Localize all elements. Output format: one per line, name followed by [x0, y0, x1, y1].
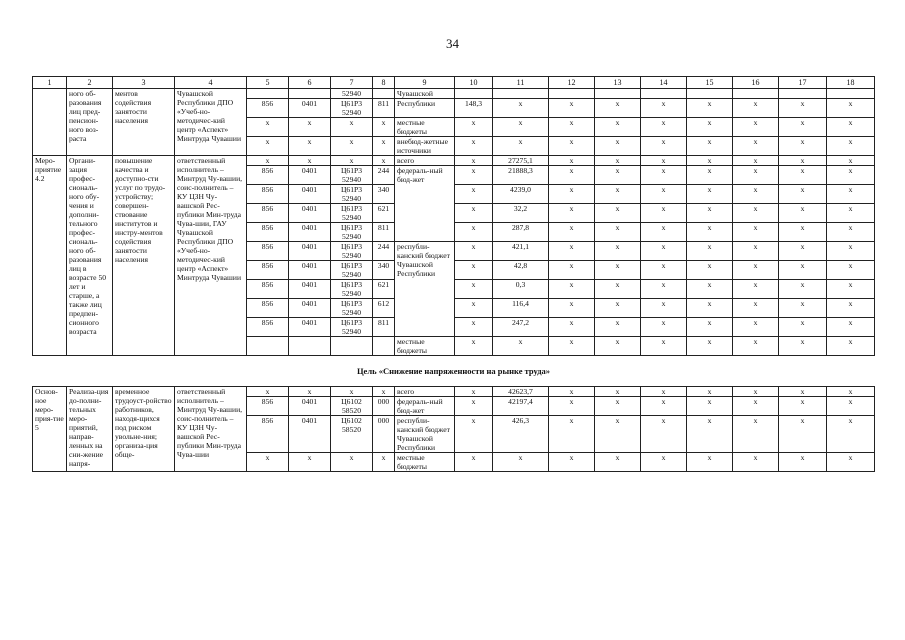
code-cell: Ц61Р3 52940 — [331, 318, 373, 337]
x-cell: x — [641, 242, 687, 261]
source-label: всего — [395, 387, 455, 397]
table-cell: 811 — [373, 223, 395, 242]
x-cell: x — [331, 453, 373, 472]
x-cell: x — [733, 223, 779, 242]
x-cell: x — [549, 299, 595, 318]
table-cell: 856 — [247, 242, 289, 261]
x-cell: x — [331, 387, 373, 397]
x-cell: x — [641, 397, 687, 416]
budget-table-container — [32, 76, 874, 472]
amount-cell: 287,8 — [493, 223, 549, 242]
table-cell: 0401 — [289, 204, 331, 223]
source-label: республи-канский бюджет Чувашской Республики — [395, 242, 455, 337]
x-cell: x — [687, 387, 733, 397]
x-cell: x — [733, 337, 779, 356]
x-cell: x — [641, 118, 687, 137]
event-number: Меро-приятие 4.2 — [33, 156, 67, 356]
table-cell: x — [455, 204, 493, 223]
col1-cell — [33, 89, 67, 156]
x-cell: x — [733, 118, 779, 137]
column-number: 6 — [289, 77, 331, 89]
x-cell: x — [289, 453, 331, 472]
x-cell: x — [641, 166, 687, 185]
x-cell: x — [733, 242, 779, 261]
x-cell: x — [687, 223, 733, 242]
table-cell: x — [455, 166, 493, 185]
x-cell: x — [779, 185, 827, 204]
column-number: 11 — [493, 77, 549, 89]
x-cell: x — [779, 299, 827, 318]
x-cell: x — [641, 99, 687, 118]
x-cell: x — [493, 99, 549, 118]
x-cell: x — [641, 337, 687, 356]
x-cell: x — [779, 387, 827, 397]
column-number: 8 — [373, 77, 395, 89]
x-cell: x — [641, 185, 687, 204]
table-cell — [827, 89, 875, 99]
x-cell: x — [595, 99, 641, 118]
table-cell: 621 — [373, 280, 395, 299]
x-cell: x — [827, 416, 875, 453]
table-row — [33, 156, 875, 166]
amount-cell: 42197,4 — [493, 397, 549, 416]
code-cell: Ц61Р3 52940 — [331, 261, 373, 280]
code-cell: Ц61Р3 52940 — [331, 223, 373, 242]
x-cell: x — [733, 387, 779, 397]
table-cell: 340 — [373, 185, 395, 204]
x-cell: x — [687, 118, 733, 137]
x-cell: x — [455, 337, 493, 356]
table-row — [33, 387, 875, 397]
x-cell: x — [733, 99, 779, 118]
x-cell: x — [827, 261, 875, 280]
table-cell: 0401 — [289, 242, 331, 261]
table-cell: x — [455, 242, 493, 261]
column-number: 17 — [779, 77, 827, 89]
x-cell: x — [687, 166, 733, 185]
x-cell: x — [641, 261, 687, 280]
table-cell: x — [455, 156, 493, 166]
x-cell: x — [779, 204, 827, 223]
x-cell: x — [779, 118, 827, 137]
amount-cell: 116,4 — [493, 299, 549, 318]
x-cell: x — [595, 204, 641, 223]
amount-cell: 426,3 — [493, 416, 549, 453]
x-cell: x — [493, 137, 549, 156]
code-cell: 52940 — [331, 89, 373, 99]
table-cell: 340 — [373, 261, 395, 280]
x-cell: x — [687, 99, 733, 118]
column-number: 9 — [395, 77, 455, 89]
table-cell: 612 — [373, 299, 395, 318]
x-cell: x — [595, 416, 641, 453]
x-cell: x — [779, 99, 827, 118]
x-cell: x — [595, 118, 641, 137]
table-row — [33, 89, 875, 99]
table-cell: 000 — [373, 416, 395, 453]
column-number: 1 — [33, 77, 67, 89]
x-cell: x — [641, 318, 687, 337]
x-cell: x — [549, 280, 595, 299]
x-cell: x — [733, 204, 779, 223]
table-cell: x — [455, 185, 493, 204]
table-cell: 856 — [247, 261, 289, 280]
x-cell: x — [687, 397, 733, 416]
x-cell: x — [641, 137, 687, 156]
amount-cell: 27275,1 — [493, 156, 549, 166]
x-cell: x — [247, 453, 289, 472]
x-cell: x — [827, 156, 875, 166]
table-cell: 856 — [247, 99, 289, 118]
x-cell: x — [687, 453, 733, 472]
source-label: местные бюджеты — [395, 118, 455, 137]
executor: Чувашской Республики ДПО «Учеб-но-методичес-кий центр «Аспект» Минтруда Чувашии — [175, 89, 247, 156]
code-cell: Ц61Р3 52940 — [331, 242, 373, 261]
source-label: федераль-ный бюд-жет — [395, 166, 455, 242]
executor: ответственный исполнитель – Минтруд Чу-вашии, соис-полнитель – КУ ЦЗН Чу-вашской Рес-публики Мин-труда Чува-шии — [175, 387, 247, 472]
code-cell: Ц61Р3 52940 — [331, 299, 373, 318]
x-cell: x — [779, 242, 827, 261]
table-cell: 0401 — [289, 416, 331, 453]
x-cell: x — [687, 137, 733, 156]
x-cell: x — [331, 118, 373, 137]
x-cell: x — [827, 280, 875, 299]
column-number: 4 — [175, 77, 247, 89]
event-name: Органи-зация профес-сиональ-ного обу-чения и дополни-тельного профес-сиональ-ного об-разования лиц в возрасте 50 лет и старше, а также лиц предпен-сионного возраста — [67, 156, 113, 356]
column-number: 14 — [641, 77, 687, 89]
table-cell: 244 — [373, 242, 395, 261]
x-cell: x — [827, 397, 875, 416]
amount-cell: 0,3 — [493, 280, 549, 299]
x-cell: x — [549, 99, 595, 118]
x-cell: x — [595, 387, 641, 397]
x-cell: x — [549, 166, 595, 185]
table-cell — [373, 89, 395, 99]
table-cell: 0401 — [289, 318, 331, 337]
x-cell: x — [595, 337, 641, 356]
x-cell: x — [549, 204, 595, 223]
table-cell: 621 — [373, 204, 395, 223]
column-number: 12 — [549, 77, 595, 89]
x-cell: x — [827, 337, 875, 356]
x-cell: x — [687, 156, 733, 166]
x-cell: x — [687, 337, 733, 356]
x-cell: x — [595, 397, 641, 416]
amount-cell: 32,2 — [493, 204, 549, 223]
x-cell: x — [641, 299, 687, 318]
x-cell: x — [733, 416, 779, 453]
column-number-row — [33, 77, 875, 89]
goal-row — [33, 356, 875, 387]
x-cell: x — [827, 99, 875, 118]
expected-result: повышение качества и доступно-сти услуг по трудо-устройству; совершен-ствование институтов и инстру-ментов содействия занятости населения — [113, 156, 175, 356]
x-cell: x — [687, 261, 733, 280]
x-cell: x — [331, 137, 373, 156]
x-cell: x — [779, 261, 827, 280]
x-cell: x — [641, 204, 687, 223]
x-cell: x — [289, 156, 331, 166]
x-cell: x — [779, 337, 827, 356]
x-cell: x — [549, 261, 595, 280]
table-cell — [289, 337, 331, 356]
x-cell: x — [289, 118, 331, 137]
source-label: всего — [395, 156, 455, 166]
x-cell: x — [687, 185, 733, 204]
code-cell: Ц6102 58520 — [331, 397, 373, 416]
x-cell: x — [595, 242, 641, 261]
table-cell: 0401 — [289, 166, 331, 185]
x-cell: x — [641, 280, 687, 299]
table-cell: 811 — [373, 99, 395, 118]
table-cell: 856 — [247, 204, 289, 223]
x-cell: x — [455, 453, 493, 472]
x-cell: x — [779, 166, 827, 185]
x-cell: x — [779, 416, 827, 453]
x-cell: x — [733, 453, 779, 472]
code-cell: Ц61Р3 52940 — [331, 280, 373, 299]
x-cell: x — [641, 416, 687, 453]
table-cell: 811 — [373, 318, 395, 337]
x-cell: x — [687, 318, 733, 337]
table-cell: 0401 — [289, 397, 331, 416]
x-cell: x — [641, 387, 687, 397]
x-cell: x — [827, 204, 875, 223]
x-cell: x — [779, 156, 827, 166]
table-cell: x — [455, 299, 493, 318]
table-cell: x — [455, 261, 493, 280]
table-cell: 0401 — [289, 280, 331, 299]
x-cell: x — [549, 118, 595, 137]
amount-cell: 148,3 — [455, 99, 493, 118]
amount-cell: 21888,3 — [493, 166, 549, 185]
table-cell: 856 — [247, 223, 289, 242]
x-cell: x — [641, 453, 687, 472]
table-cell: 856 — [247, 280, 289, 299]
x-cell: x — [595, 166, 641, 185]
x-cell: x — [595, 137, 641, 156]
table-cell: x — [455, 318, 493, 337]
x-cell: x — [247, 156, 289, 166]
column-number: 16 — [733, 77, 779, 89]
event-number: Основ-ное меро-прия-тие 5 — [33, 387, 67, 472]
table-cell — [247, 337, 289, 356]
table-cell — [289, 89, 331, 99]
x-cell: x — [493, 118, 549, 137]
x-cell: x — [549, 223, 595, 242]
column-number: 7 — [331, 77, 373, 89]
table-cell — [455, 89, 493, 99]
source-label: федераль-ный бюд-жет — [395, 397, 455, 416]
table-cell — [493, 89, 549, 99]
expected-result: временное трудоуст-ройство работников, находя-щихся под риском увольне-ния; организа-ция обще- — [113, 387, 175, 472]
table-cell: 0401 — [289, 299, 331, 318]
code-cell: Ц6102 58520 — [331, 416, 373, 453]
x-cell: x — [827, 318, 875, 337]
x-cell: x — [733, 397, 779, 416]
x-cell: x — [549, 318, 595, 337]
x-cell: x — [549, 242, 595, 261]
x-cell: x — [373, 156, 395, 166]
event-name: Реализа-ция до-полни-тельных меро-приятий, направ-ленных на сни-жение напря- — [67, 387, 113, 472]
x-cell: x — [549, 453, 595, 472]
x-cell: x — [733, 299, 779, 318]
table-cell: 000 — [373, 397, 395, 416]
x-cell: x — [827, 299, 875, 318]
x-cell: x — [289, 137, 331, 156]
x-cell: x — [595, 261, 641, 280]
x-cell: x — [247, 118, 289, 137]
x-cell: x — [595, 223, 641, 242]
table-cell: 0401 — [289, 99, 331, 118]
table-cell — [373, 337, 395, 356]
x-cell: x — [373, 453, 395, 472]
x-cell: x — [827, 137, 875, 156]
x-cell: x — [827, 453, 875, 472]
x-cell: x — [289, 387, 331, 397]
column-number: 3 — [113, 77, 175, 89]
x-cell: x — [549, 156, 595, 166]
x-cell: x — [827, 242, 875, 261]
x-cell: x — [827, 223, 875, 242]
x-cell: x — [493, 337, 549, 356]
x-cell: x — [641, 156, 687, 166]
expected-result: ментов содействия занятости населения — [113, 89, 175, 156]
x-cell: x — [779, 453, 827, 472]
x-cell: x — [331, 156, 373, 166]
source-label: республи-канский бюджет Чувашской Республики — [395, 416, 455, 453]
x-cell: x — [641, 223, 687, 242]
table-cell: 856 — [247, 397, 289, 416]
amount-cell: 42,8 — [493, 261, 549, 280]
column-number: 5 — [247, 77, 289, 89]
x-cell: x — [549, 337, 595, 356]
column-number: 10 — [455, 77, 493, 89]
x-cell: x — [373, 137, 395, 156]
x-cell: x — [779, 280, 827, 299]
x-cell: x — [549, 397, 595, 416]
x-cell: x — [827, 166, 875, 185]
x-cell: x — [779, 137, 827, 156]
x-cell: x — [733, 280, 779, 299]
table-cell — [549, 89, 595, 99]
table-cell: 856 — [247, 318, 289, 337]
x-cell: x — [733, 166, 779, 185]
column-number: 2 — [67, 77, 113, 89]
x-cell: x — [687, 204, 733, 223]
x-cell: x — [779, 223, 827, 242]
table-cell: 856 — [247, 416, 289, 453]
x-cell: x — [595, 156, 641, 166]
table-cell: 244 — [373, 166, 395, 185]
table-cell: x — [455, 387, 493, 397]
x-cell: x — [595, 280, 641, 299]
table-cell: x — [455, 223, 493, 242]
code-cell: Ц61Р3 52940 — [331, 99, 373, 118]
table-body — [33, 77, 875, 472]
x-cell: x — [779, 397, 827, 416]
x-cell: x — [687, 416, 733, 453]
table-cell: 856 — [247, 166, 289, 185]
x-cell: x — [827, 118, 875, 137]
page-number: 34 — [446, 36, 459, 51]
source-label: местные бюджеты — [395, 453, 455, 472]
table-cell — [595, 89, 641, 99]
source-label: Республики — [395, 99, 455, 118]
column-number: 15 — [687, 77, 733, 89]
column-number: 13 — [595, 77, 641, 89]
x-cell: x — [549, 416, 595, 453]
amount-cell: 421,1 — [493, 242, 549, 261]
table-cell — [687, 89, 733, 99]
table-cell — [779, 89, 827, 99]
x-cell: x — [247, 387, 289, 397]
table-cell: 856 — [247, 185, 289, 204]
goal-heading: Цель «Снижение напряженности на рынке труда» — [33, 356, 875, 387]
table-cell — [641, 89, 687, 99]
x-cell: x — [549, 387, 595, 397]
column-number: 18 — [827, 77, 875, 89]
source-label: местные бюджеты — [395, 337, 455, 356]
x-cell: x — [549, 185, 595, 204]
x-cell: x — [733, 156, 779, 166]
x-cell: x — [595, 299, 641, 318]
x-cell: x — [687, 299, 733, 318]
table-cell: x — [455, 416, 493, 453]
code-cell: Ц61Р3 52940 — [331, 166, 373, 185]
code-cell: Ц61Р3 52940 — [331, 185, 373, 204]
x-cell: x — [455, 137, 493, 156]
x-cell: x — [733, 137, 779, 156]
x-cell: x — [493, 453, 549, 472]
table-cell: x — [455, 397, 493, 416]
amount-cell: 4239,0 — [493, 185, 549, 204]
x-cell: x — [595, 318, 641, 337]
table-cell: 856 — [247, 299, 289, 318]
x-cell: x — [733, 261, 779, 280]
source-label: внебюд-жетные источники — [395, 137, 455, 156]
table-cell — [733, 89, 779, 99]
x-cell: x — [247, 137, 289, 156]
x-cell: x — [687, 242, 733, 261]
table-cell: 0401 — [289, 185, 331, 204]
budget-table — [32, 76, 875, 472]
table-cell: 0401 — [289, 261, 331, 280]
table-cell — [331, 337, 373, 356]
x-cell: x — [549, 137, 595, 156]
event-name: ного об-разования лиц пред-пенсион-ного воз-раста — [67, 89, 113, 156]
x-cell: x — [779, 318, 827, 337]
x-cell: x — [733, 185, 779, 204]
x-cell: x — [373, 387, 395, 397]
x-cell: x — [373, 118, 395, 137]
x-cell: x — [687, 280, 733, 299]
amount-cell: 247,2 — [493, 318, 549, 337]
x-cell: x — [827, 387, 875, 397]
x-cell: x — [595, 453, 641, 472]
x-cell: x — [595, 185, 641, 204]
table-cell: 0401 — [289, 223, 331, 242]
x-cell: x — [733, 318, 779, 337]
x-cell: x — [827, 185, 875, 204]
executor: ответственный исполнитель – Минтруд Чу-вашии, соис-полнитель – КУ ЦЗН Чу-вашской Рес-публики Мин-труда Чува-шии, ГАУ Чувашской Республики ДПО «Учеб-но-методичес-кий центр «Аспект» Минтруда Чувашии — [175, 156, 247, 356]
source-label: Чувашской — [395, 89, 455, 99]
table-cell: x — [455, 280, 493, 299]
table-cell — [247, 89, 289, 99]
amount-cell: 42623,7 — [493, 387, 549, 397]
x-cell: x — [455, 118, 493, 137]
code-cell: Ц61Р3 52940 — [331, 204, 373, 223]
